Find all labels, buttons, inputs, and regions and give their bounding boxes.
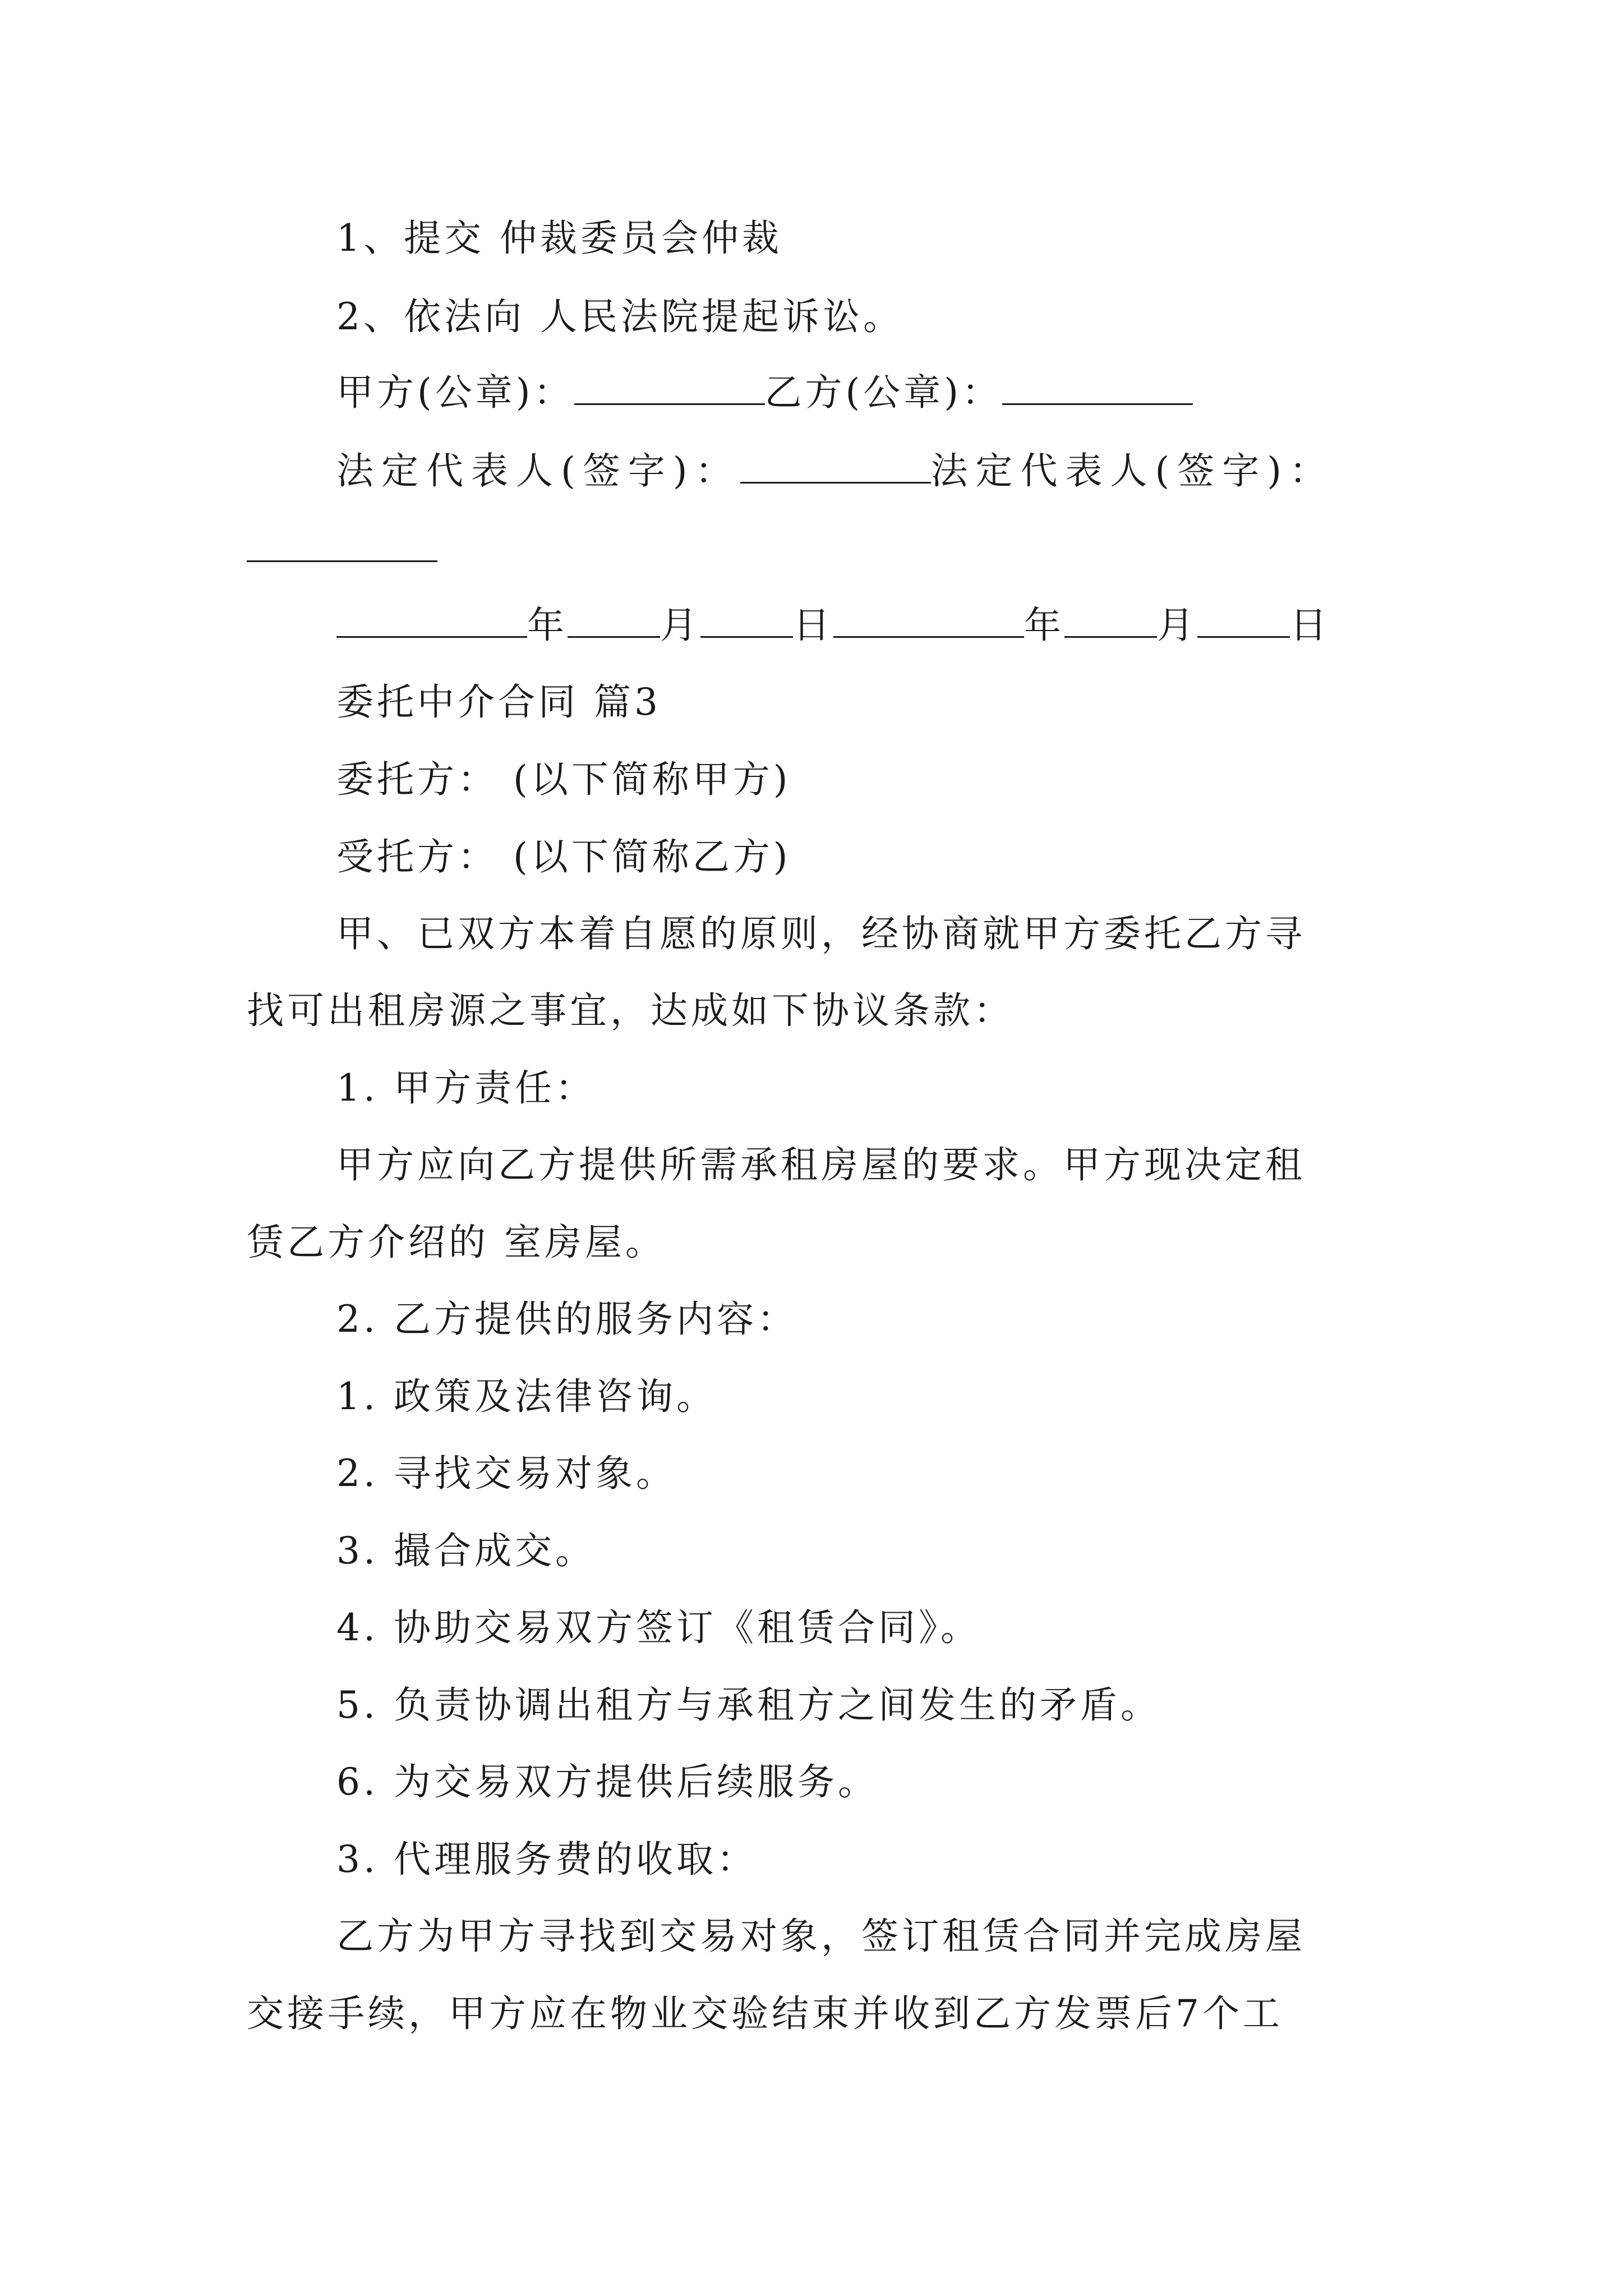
- text: 1. 政策及法律咨询。: [336, 1375, 717, 1418]
- day-blank-a: [700, 604, 793, 638]
- paragraph-line: [247, 1991, 1391, 2036]
- party-b-seal-label: 乙方(公章)：: [764, 371, 1002, 414]
- text: 甲、已双方本着自愿的原则，经协商就甲方委托乙方寻: [336, 912, 1306, 955]
- month-label-a: 月: [660, 604, 700, 647]
- text: 找可出租房源之事宜，达成如下协议条款：: [247, 989, 1014, 1032]
- text: 受托方： (以下简称乙方): [336, 835, 791, 878]
- list-item: [336, 1451, 1481, 1496]
- party-b-seal-blank: [1002, 371, 1193, 405]
- year-label-b: 年: [1024, 604, 1064, 647]
- paragraph-line: [336, 1914, 1481, 1959]
- text: 6. 为交易双方提供后续服务。: [336, 1760, 878, 1803]
- list-item: [336, 1760, 1481, 1805]
- client-line: [336, 757, 1481, 802]
- day-label-a: 日: [793, 604, 833, 647]
- year-blank-a: [336, 604, 527, 638]
- text: 4. 协助交易双方签订《租赁合同》。: [336, 1606, 981, 1649]
- month-blank-b: [1064, 604, 1157, 638]
- text: 委托方： (以下简称甲方): [336, 758, 791, 801]
- text: 5. 负责协调出租方与承租方之间发生的矛盾。: [336, 1683, 1161, 1727]
- representative-b-blank-line: [247, 527, 1391, 572]
- clause-lawsuit: [336, 295, 1481, 339]
- text: 甲方应向乙方提供所需承租房屋的要求。甲方现决定租: [336, 1143, 1306, 1186]
- party-b-representative-blank: [247, 528, 437, 562]
- heading-party-a-duty: [336, 1066, 1481, 1111]
- year-label-a: 年: [527, 604, 568, 647]
- text: 委托中介合同 篇3: [336, 680, 661, 724]
- list-item: [336, 1683, 1481, 1728]
- heading-fees: [336, 1837, 1481, 1882]
- party-b-representative-label: 法定代表人(签字)：: [930, 449, 1334, 493]
- text: 2、依法向 人民法院提起诉讼。: [336, 295, 903, 338]
- date-line: [336, 603, 1481, 648]
- list-item: [336, 1374, 1481, 1419]
- text: 3. 撮合成交。: [336, 1529, 596, 1572]
- heading-services: [336, 1297, 1481, 1342]
- month-blank-a: [568, 604, 660, 638]
- list-item: [336, 1605, 1481, 1650]
- text: 3. 代理服务费的收取：: [336, 1838, 757, 1881]
- party-a-seal-blank: [574, 371, 765, 405]
- month-label-b: 月: [1157, 604, 1197, 647]
- party-a-representative-label: 法定代表人(签字)：: [336, 449, 740, 493]
- representative-line: [336, 449, 1481, 494]
- clause-arbitration: [336, 216, 1481, 261]
- agent-line: [336, 835, 1481, 880]
- day-label-b: 日: [1290, 604, 1330, 647]
- text: 1、提交 仲裁委员会仲裁: [336, 217, 782, 260]
- section-title: [336, 680, 1481, 725]
- text: 1. 甲方责任：: [336, 1066, 596, 1110]
- text: 交接手续，甲方应在物业交验结束并收到乙方发票后7个工: [247, 1992, 1283, 2035]
- text: 赁乙方介绍的 室房屋。: [247, 1221, 666, 1264]
- text: 2. 寻找交易对象。: [336, 1452, 676, 1495]
- party-a-seal-label: 甲方(公章)：: [336, 371, 574, 414]
- day-blank-b: [1197, 604, 1290, 638]
- paragraph-line: [247, 1220, 1391, 1265]
- list-item: [336, 1529, 1481, 1573]
- text: 2. 乙方提供的服务内容：: [336, 1297, 797, 1341]
- paragraph-line: [336, 1143, 1481, 1188]
- text: 乙方为甲方寻找到交易对象，签订租赁合同并完成房屋: [336, 1915, 1306, 1958]
- paragraph-line: [336, 912, 1481, 956]
- seal-line: [336, 370, 1481, 415]
- party-a-representative-blank: [740, 449, 931, 484]
- year-blank-b: [833, 604, 1024, 638]
- paragraph-line: [247, 988, 1391, 1033]
